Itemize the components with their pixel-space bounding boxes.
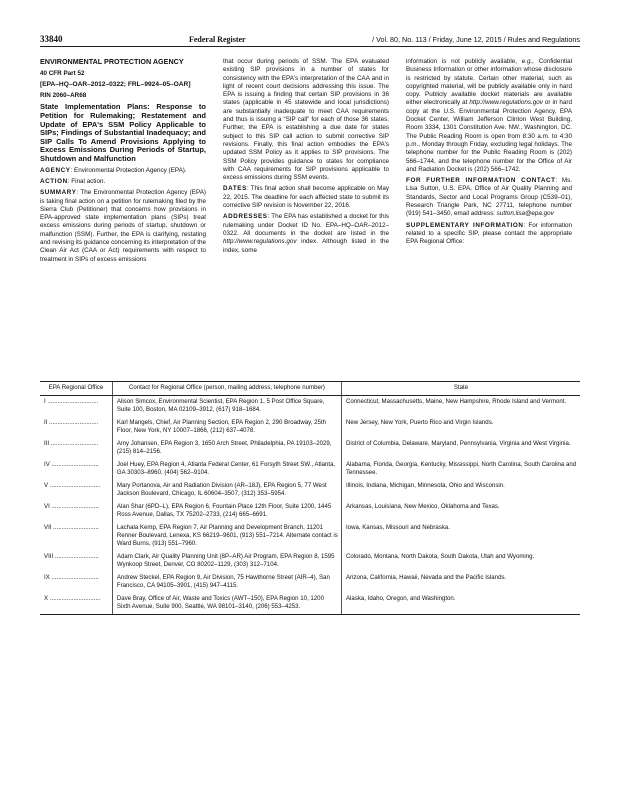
addresses-cont-text-1: information is not publicly available, [406, 58, 522, 65]
header-regional-office: EPA Regional Office [40, 382, 112, 396]
summary-paragraph [40, 189, 206, 264]
agency-label: AGENCY [40, 166, 71, 174]
table-row [40, 396, 580, 418]
supplementary-paragraph [406, 222, 572, 247]
region-cell: VII ........................... [44, 524, 99, 531]
running-header [40, 34, 580, 44]
header-state: State [341, 382, 580, 396]
page-number: 33840 [40, 34, 63, 44]
states-cell: Iowa, Kansas, Missouri and Nebraska. [341, 522, 580, 551]
table-row [40, 459, 580, 480]
email-link[interactable]: sutton.lisa@epa.gov [496, 210, 554, 218]
contact-label: FOR FURTHER INFORMATION CONTACT [406, 177, 556, 185]
three-column-text [40, 58, 580, 374]
contact-cell: Alison Simcox, Environmental Scientist, EPA Region 1, 5 Post Office Square, Suite 100, Boston, MA 02109–3912, (617) 918–1684. [112, 396, 341, 418]
dates-text: : This final action shall become applicable on May 22, 2015. The deadline for each affected state to submit its corrective SIP revision is November 22, 2016. [223, 185, 389, 210]
region-cell: V .............................. [44, 482, 101, 489]
regulations-link[interactable]: http://www.regulations.gov [223, 238, 297, 246]
regulations-link-2[interactable]: http://www.regulations.gov [469, 99, 543, 107]
contact-paragraph [406, 177, 572, 218]
region-cell: III ............................ [44, 440, 99, 447]
agency-text: : Environmental Protection Agency (EPA). [70, 166, 187, 174]
summary-continued: that occur during periods of SSM. The EPA evaluated existing SIP provisions in a number of states for consistency with the EPA's interpretation of the CAA and in light of recent court decisions addressing this issue. The EPA is issuing a finding that certain SIP provisions in 36 states (applicable in 45 statewide and local jurisdictions) are substantially inadequate to meet CAA requirements and thus is issuing a “SIP call” for each of those 36 states. Further, the EPA is establishing a due date for states subject to this SIP call action to submit corrective SIP revisions. Finally, this final action embodies the EPA's updated SSM Policy as it applies to SIP provisions. The SSM Policy provides guidance to states for compliance with CAA requirements for SIP provisions applicable to excess emissions during SSM events. [223, 58, 389, 182]
table-row [40, 522, 580, 551]
table-row [40, 572, 580, 593]
states-cell: Colorado, Montana, North Dakota, South Dakota, Utah and Wyoming. [341, 551, 580, 572]
contact-cell: Lachala Kemp, EPA Region 7, Air Planning and Development Branch, 11201 Renner Boulevard, Lenexa, KS 66219–9601, (913) 551–7214. Alternate contact is Ward Burns, (913) 551–7960. [112, 522, 341, 551]
addresses-paragraph [223, 213, 389, 254]
contact-cell: Andrew Steckel, EPA Region 9, Air Division, 75 Hawthorne Street (AIR–4), San Francisco, CA 94105–3901, (415) 947–4115. [112, 572, 341, 593]
addresses-label: ADDRESSES [223, 213, 268, 221]
contact-cell: Dave Bray, Office of Air, Waste and Toxics (AWT–150), EPA Region 10, 1200 Sixth Avenue, Suite 900, Seattle, WA 98101–3140, (206) 553–4253. [112, 593, 341, 615]
agency-paragraph [40, 167, 206, 175]
states-cell: Connecticut, Massachusetts, Maine, New Hampshire, Rhode Island and Vermont. [341, 396, 580, 418]
dates-label: DATES [223, 185, 247, 193]
states-cell: Arkansas, Louisiana, New Mexico, Oklahoma and Texas. [341, 501, 580, 522]
states-cell: New Jersey, New York, Puerto Rico and Virgin Islands. [341, 417, 580, 438]
header-rule [40, 46, 580, 47]
action-label: ACTION [40, 177, 68, 185]
contact-cell: Alan Shar (6PD–L), EPA Region 6, Fountain Place 12th Floor, Suite 1200, 1445 Ross Avenue, Dallas, TX 75202–2733, (214) 665–6691. [112, 501, 341, 522]
summary-label: SUMMARY [40, 189, 77, 197]
table-body [40, 396, 580, 615]
publication-name: Federal Register [188, 35, 246, 44]
contact-text: : Ms. Lisa Sutton, U.S. EPA, Office of Air Quality Planning and Standards, Sector and Local Programs Group (C539–01), Research Triangle Park, NC 27711, telephone number (919) 541–3450, email address: [406, 177, 572, 218]
dates-paragraph [223, 185, 389, 210]
states-cell: Alaska, Idaho, Oregon, and Washington. [341, 593, 580, 615]
action-paragraph [40, 178, 206, 186]
document-title: State Implementation Plans: Response to Petition for Rulemaking; Restatement and Update of EPA's SSM Policy Applicable to SIPs; Findings of Substantial Inadequacy; and SIP Calls To Amend Provisions Applying to Excess Emissions During Periods of Startup, Shutdown and Malfunction [40, 102, 206, 164]
addresses-text-1: : The EPA has established a docket for this rulemaking under Docket ID No. EPA–HQ–OAR–2012–0322. All documents in the docket are listed in the [223, 213, 389, 237]
region-cell: IV ............................ [44, 461, 99, 468]
table-row [40, 501, 580, 522]
action-text: : Final action. [67, 177, 106, 185]
region-cell: I .............................. [44, 398, 99, 405]
addresses-text-2: index. Although listed in the index, some [223, 238, 389, 254]
addresses-cont-text-3: or in hard copy at the U.S. Environmental Protection Agency, EPA Docket Center, William Jefferson Clinton West Building, Room 3334, 1301 Constitution Ave. NW., Washington, DC. The Public Reading Room is open from 8:30 a.m. to 4:30 p.m., Monday through Friday, excluding legal holidays. The telephone number for the Public Reading Room is (202) 566–1744, and the telephone number for the Office of Air and Radiation Docket is (202) 566–1742. [406, 99, 572, 173]
states-cell: Arizona, California, Hawaii, Nevada and the Pacific Islands. [341, 572, 580, 593]
header-contact: Contact for Regional Office (person, mailing address, telephone number) [112, 382, 341, 396]
cfr-part: 40 CFR Part 52 [40, 69, 85, 77]
contact-cell: Mary Portanova, Air and Radiation Division (AR–18J), EPA Region 5, 77 West Jackson Boulevard, Chicago, IL 60604–3507, (312) 353–5954. [112, 480, 341, 501]
table-header-row [40, 382, 580, 396]
states-cell: Alabama, Florida, Georgia, Kentucky, Mississippi, North Carolina, South Carolina and Tennessee. [341, 459, 580, 480]
table-row [40, 438, 580, 459]
table-row [40, 551, 580, 572]
contact-cell: Joel Huey, EPA Region 4, Atlanta Federal Center, 61 Forsyth Street SW., Atlanta, GA 30303–8960, (404) 562–9104. [112, 459, 341, 480]
region-cell: VIII .......................... [44, 553, 99, 560]
region-cell: IX ............................ [44, 574, 99, 581]
contact-cell: Karl Mangels, Chief, Air Planning Section, EPA Region 2, 290 Broadway, 25th Floor, New York, NY 10007–1866, (212) 637–4078. [112, 417, 341, 438]
regional-offices-table [40, 381, 580, 615]
contact-cell: Amy Johansen, EPA Region 3, 1650 Arch Street, Philadelphia, PA 19103–2029, (215) 814–2156. [112, 438, 341, 459]
rin-number: RIN 2060–AR68 [40, 92, 87, 100]
table-row [40, 417, 580, 438]
addresses-continued [406, 58, 572, 174]
issue-info: / Vol. 80, No. 113 / Friday, June 12, 2015 / Rules and Regulations [372, 35, 580, 44]
summary-text: : The Environmental Protection Agency (EPA) is taking final action on a petition for rulemaking filed by the Sierra Club (Petitioner) that concerns how provisions in EPA-approved state implementation plans (SIPs) treat excess emissions during periods of startup, shutdown or malfunction (SSM). Further, the EPA is clarifying, restating and revising its guidance concerning its interpretation of the Clean Air Act (CAA or Act) requirements with respect to treatment in SIPs of excess emissions [40, 189, 206, 263]
states-cell: Illinois, Indiana, Michigan, Minnesota, Ohio and Wisconsin. [341, 480, 580, 501]
region-cell: X .............................. [40, 593, 112, 615]
eg-abbrev: e.g., [521, 58, 534, 65]
agency-heading: ENVIRONMENTAL PROTECTION AGENCY [40, 58, 184, 66]
docket-number: [EPA–HQ–OAR–2012–0322; FRL–9924–05–OAR] [40, 80, 191, 88]
column-2 [223, 58, 389, 374]
supplementary-text: : For information related to a specific SIP, please contact the appropriate EPA Regional Office: [406, 221, 572, 246]
states-cell: District of Columbia, Delaware, Maryland, Pennsylvania, Virginia and West Virginia. [341, 438, 580, 459]
column-1 [40, 58, 206, 374]
supplementary-label: SUPPLEMENTARY INFORMATION [406, 221, 524, 229]
contact-cell: Adam Clark, Air Quality Planning Unit (8P–AR) Air Program, EPA Region 8, 1595 Wynkoop Street, Denver, CO 80202–1129, (303) 312–7104. [112, 551, 341, 572]
region-cell: II ............................. [44, 419, 99, 426]
table-row [40, 593, 580, 615]
region-cell: VI ............................ [44, 503, 99, 510]
addresses-cont-text-2: Confidential Business Information or other information whose disclosure is restricted by statute. Certain other material, such as copyrighted material, will be publicly available only in hard copy. Publicly available docket materials are available either electronically at [406, 58, 572, 107]
table-row [40, 480, 580, 501]
column-3 [406, 58, 572, 374]
